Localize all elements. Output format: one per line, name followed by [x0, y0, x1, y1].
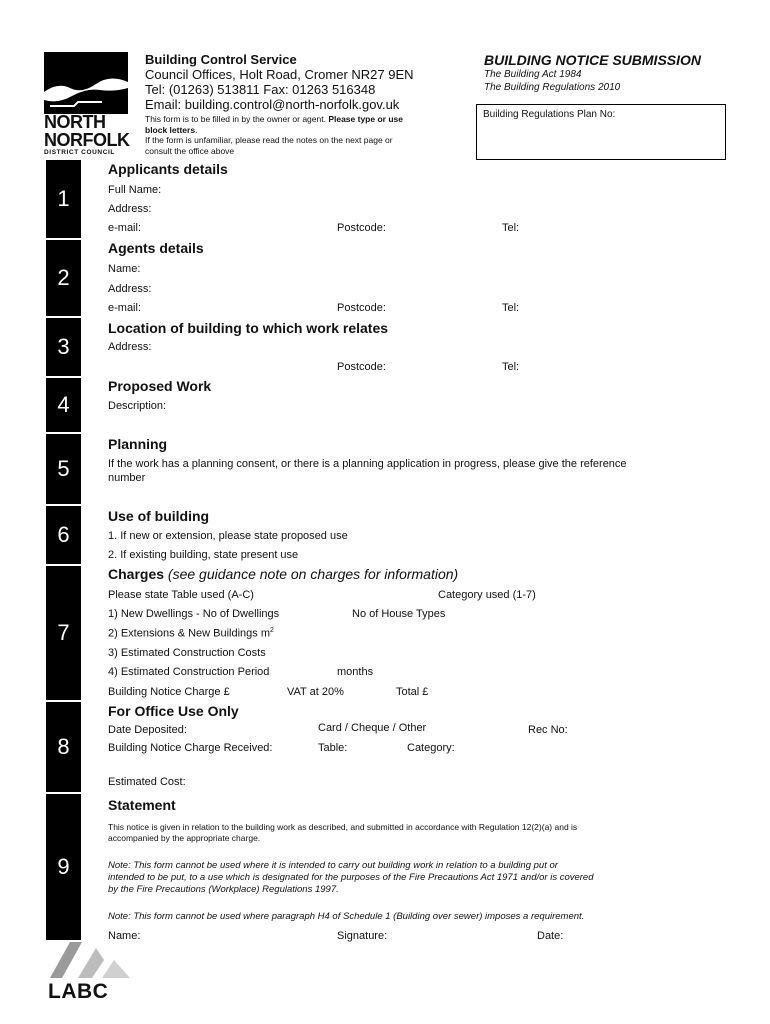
notice-charge-label[interactable]: Building Notice Charge £	[108, 686, 230, 698]
sewer-note: Note: This form cannot be used where paragraph H4 of Schedule 1 (Building over sewer) imposes a requirement.	[108, 911, 585, 922]
section-number-8: 8	[46, 702, 81, 792]
labc-logo-graphic	[48, 942, 132, 982]
location-postcode-label[interactable]: Postcode:	[337, 361, 386, 373]
payment-method-label[interactable]: Card / Cheque / Other	[318, 722, 427, 734]
office-use-heading: For Office Use Only	[108, 703, 239, 719]
logo-norfolk: NORFOLK	[44, 130, 130, 150]
use-of-building-heading: Use of building	[108, 508, 210, 524]
section-number-5: 5	[46, 434, 81, 504]
present-use-label[interactable]: 2. If existing building, state present use	[108, 549, 299, 561]
logo-north: NORTH	[44, 112, 106, 132]
location-tel-label[interactable]: Tel:	[502, 361, 520, 373]
agent-postcode-label[interactable]: Postcode:	[337, 302, 386, 314]
section-number-1: 1	[46, 160, 81, 238]
date-deposited-label[interactable]: Date Deposited:	[108, 724, 187, 736]
extensions-label[interactable]: 2) Extensions & New Buildings $m^2$	[108, 627, 274, 640]
agent-name-label[interactable]: Name:	[108, 263, 141, 275]
contact-phone: Tel: (01263) 513811 Fax: 01263 516348	[145, 82, 376, 97]
applicant-postcode-label[interactable]: Postcode:	[337, 222, 386, 234]
labc-logo	[48, 942, 132, 1004]
statement-text: This notice is given in relation to the building work as described, and submitted in accordance with Regulation 12(2)(a) and is accompanied by the appropriate charge.	[108, 822, 578, 843]
description-label[interactable]: Description:	[108, 400, 167, 412]
planning-text-line1: If the work has a planning consent, or there is a planning application in progress, please give the reference	[108, 458, 627, 470]
statement-heading: Statement	[108, 797, 176, 813]
form-title: BUILDING NOTICE SUBMISSION	[484, 52, 702, 68]
signature-date-label[interactable]: Date:	[537, 930, 564, 942]
planning-heading: Planning	[108, 436, 168, 452]
location-heading: Location of building to which work relates	[108, 320, 389, 336]
coastline-logo-graphic	[44, 52, 128, 114]
building-regulations: The Building Regulations 2010	[484, 82, 621, 93]
plan-number-label: Building Regulations Plan No:	[483, 109, 616, 120]
signature-name-label[interactable]: Name:	[108, 930, 141, 942]
location-address-label[interactable]: Address:	[108, 341, 152, 353]
section-number-9: 9	[46, 794, 81, 940]
applicant-full-name-label[interactable]: Full Name:	[108, 184, 162, 196]
total-label[interactable]: Total £	[396, 686, 429, 698]
signature-label[interactable]: Signature:	[337, 930, 388, 942]
labc-wordmark: LABC	[48, 980, 109, 1003]
applicant-email-label[interactable]: e-mail:	[108, 222, 142, 234]
construction-period-label[interactable]: 4) Estimated Construction Period	[108, 666, 270, 678]
rec-no-label[interactable]: Rec No:	[528, 724, 568, 736]
table-used-label[interactable]: Please state Table used (A-C)	[108, 589, 254, 601]
proposed-use-label[interactable]: 1. If new or extension, please state proposed use	[108, 530, 348, 542]
contact-email: Email: building.control@north-norfolk.gov.uk	[145, 97, 400, 112]
section-number-3: 3	[46, 318, 81, 376]
council-address: Council Offices, Holt Road, Cromer NR27 9EN	[145, 67, 414, 82]
planning-text-line2: number	[108, 472, 146, 484]
months-label: months	[337, 666, 374, 678]
agent-address-label[interactable]: Address:	[108, 283, 152, 295]
estimated-cost-label[interactable]: Estimated Cost:	[108, 776, 186, 788]
section-number-4: 4	[46, 378, 81, 432]
section-number-6: 6	[46, 506, 81, 564]
house-types-label[interactable]: No of House Types	[352, 608, 446, 620]
section-number-2: 2	[46, 240, 81, 316]
applicants-heading: Applicants details	[108, 161, 228, 177]
building-act: The Building Act 1984	[484, 69, 582, 80]
north-norfolk-logo	[44, 52, 128, 156]
office-table-label[interactable]: Table:	[318, 742, 348, 754]
category-used-label[interactable]: Category used (1-7)	[438, 589, 536, 601]
proposed-work-heading: Proposed Work	[108, 378, 212, 394]
vat-label[interactable]: VAT at 20%	[287, 686, 344, 698]
section-number-7: 7	[46, 566, 81, 700]
agent-email-label[interactable]: e-mail:	[108, 302, 142, 314]
service-name: Building Control Service	[145, 52, 297, 67]
agents-heading: Agents details	[108, 240, 204, 256]
logo-district-council: DISTRICT COUNCIL	[44, 149, 115, 156]
office-category-label[interactable]: Category:	[407, 742, 455, 754]
applicant-tel-label[interactable]: Tel:	[502, 222, 520, 234]
charge-received-label[interactable]: Building Notice Charge Received:	[108, 742, 273, 754]
plan-number-box[interactable]	[476, 104, 726, 160]
applicant-address-label[interactable]: Address:	[108, 203, 152, 215]
form-instructions: This form is to be filled in by the owner or agent. Please type or use block letters. If the form is unfamiliar, please read the notes on the next page or consult the office above	[145, 114, 403, 156]
fire-precautions-note: Note: This form cannot be used where it is intended to carry out building work in relation to a building put or intended to be put, to a use which is designated for the purposes of the Fire Precautions Act 1971 and/or is covered by the Fire Precautions (Workplace) Regulations 1997.	[108, 860, 594, 895]
construction-costs-label[interactable]: 3) Estimated Construction Costs	[108, 647, 266, 659]
agent-tel-label[interactable]: Tel:	[502, 302, 520, 314]
charges-heading: Charges (see guidance note on charges for information)	[108, 566, 459, 582]
new-dwellings-label[interactable]: 1) New Dwellings - No of Dwellings	[108, 608, 280, 620]
